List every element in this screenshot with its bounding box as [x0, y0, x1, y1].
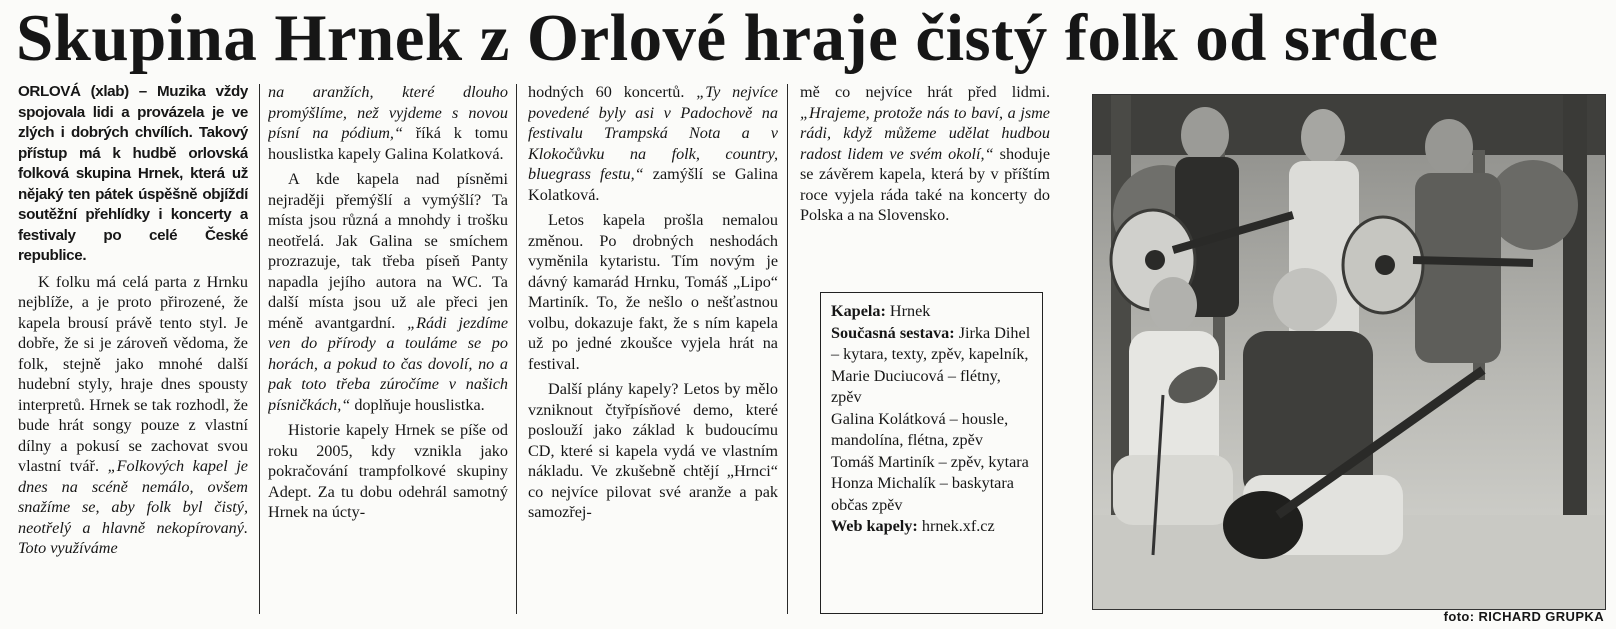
lead-text: Muzika vždy spojovala lidi a provázela je ve zlých i dobrých chvílích. Takový přístup má k hudbě orlovská folková skupina Hrnek, která už nějaký ten pátek úspěšně objíždí soutěžní přehlídky i koncerty a festivaly po celé České republice. [18, 83, 248, 264]
body-text: říká k tomu houslistka kapely Galina Kolatková. [268, 124, 508, 163]
body-text: hodných 60 koncertů. [528, 83, 685, 101]
quote: na aranžích, které dlouho promýšlíme, než vyjdeme s novou písní na pódium,“ [268, 83, 508, 142]
column-rule [787, 84, 788, 614]
band-value: Hrnek [889, 302, 931, 320]
quote: „Rádi jezdíme ven do přírody a touláme se po horách, a pokud to čas dovolí, no a pak toto třeba zúročíme v našich písničkách,“ [268, 313, 508, 414]
member-entry: Tomáš Martiník – zpěv, kytara [831, 452, 1029, 471]
body-text: doplňuje houslistka. [354, 395, 485, 414]
paragraph [528, 82, 778, 205]
article-column-4 [800, 82, 1050, 282]
quote: „Folkových kapel je dnes na scéně nemálo, ovšem snažíme se, aby folk byl čistý, neotřelý a hlavně nekopírovaný. Toto využíváme [18, 457, 248, 557]
article-lead [18, 82, 248, 267]
member-entry: Honza Michalík – baskytara občas zpěv [831, 474, 1014, 514]
paragraph [800, 82, 1050, 226]
web-value: hrnek.xf.cz [921, 517, 995, 535]
band-label: Kapela: [831, 302, 886, 320]
paragraph [268, 169, 508, 415]
paragraph: Další plány kapely? Letos by mělo vzniknout čtyřpísňové demo, které poslouží jako základ k budoucímu CD, které si kapela vydá ve vlastním nákladu. Ve zkušebně chtějí „Hrnci“ co nejvíce pilovat své aranže a pak samozřej- [528, 380, 778, 521]
article-column-1 [18, 82, 248, 618]
member-entry: Galina Kolátková – housle, mandolína, flétna, zpěv [831, 409, 1009, 449]
body-text: shoduje se závěrem kapela, která by v příštím roce vyjela ráda také na koncerty do Polska a na Slovensko. [800, 144, 1050, 224]
body-text: mě co nejvíce hrát před lidmi. [800, 83, 1050, 101]
band-info-box [820, 292, 1043, 614]
article-column-3 [528, 82, 778, 618]
paragraph [268, 82, 508, 164]
quote: „Hrajeme, protože nás to baví, a jsme rádi, když můžeme udělat hudbou radost lidem ve svém okolí,“ [800, 103, 1050, 163]
column-rule [516, 84, 517, 614]
photo-credit: foto: RICHARD GRUPKA [1443, 609, 1604, 624]
member-entry: Jirka Dihel – kytara, texty, zpěv, kapelník, [831, 323, 1031, 363]
article-headline: Skupina Hrnek z Orlové hraje čistý folk od srdce [16, 1, 1439, 75]
paragraph: Historie kapely Hrnek se píše od roku 2005, kdy vznikla jako pokračování trampfolkové skupiny Adept. Za tu dobu odehrál samotný Hrnek na úcty- [268, 421, 508, 521]
article-column-2 [268, 82, 508, 618]
member-entry: Marie Duciucová – flétny, zpěv [831, 366, 1001, 406]
quote: „Ty nejvíce povedené byly asi v Padochově na festivalu Trampská Nota a v Klokočůvku na folk, country, bluegrass festu,“ [528, 83, 778, 183]
body-text: A kde kapela nad písněmi nejraději přemýšlí a vymýšlí? Ta místa jsou různá a mnohdy i trošku neotřelá. Jak Galina se smíchem prozrazuje, tak třeba píseň Panty napadla jejího autora na WC. Ta další místa jsou už ale přeci jen méně avantgardní. [268, 170, 508, 332]
lineup-label: Současná sestava: [831, 323, 955, 342]
band-photo [1092, 94, 1606, 610]
paragraph [18, 272, 248, 559]
paragraph: Letos kapela prošla nemalou změnou. Po drobných neshodách vyměnila kytaristu. Tím novým je dávný kamarád Hrnku, Tomáš „Lipo“ Martiník. To, že nešlo o nešťastnou volbu, dokazuje fakt, že s ním kapela už po jedné zkoušce vyjela hrát na festival. [528, 211, 778, 373]
body-text: zamýšlí se Galina Kolatková. [528, 165, 778, 204]
band-photo-illustration [1093, 95, 1605, 609]
body-text: K folku má celá parta z Hrnku nejblíže, a je proto přirozené, že kapela brousí právě tento styl. Je dobře, že si je zároveň vědoma, že folk, stejně jako mnohé další hudební styly, hraje dnes spousty interpretů. Hrnek se tak rozhodl, že bude hrát songy pouze z vlastní dílny a pokusí se zachovat svou vlastní tvář. [18, 272, 248, 475]
web-label: Web kapely: [831, 517, 918, 535]
column-rule [259, 84, 260, 614]
dateline: ORLOVÁ (xlab) – [18, 83, 147, 100]
